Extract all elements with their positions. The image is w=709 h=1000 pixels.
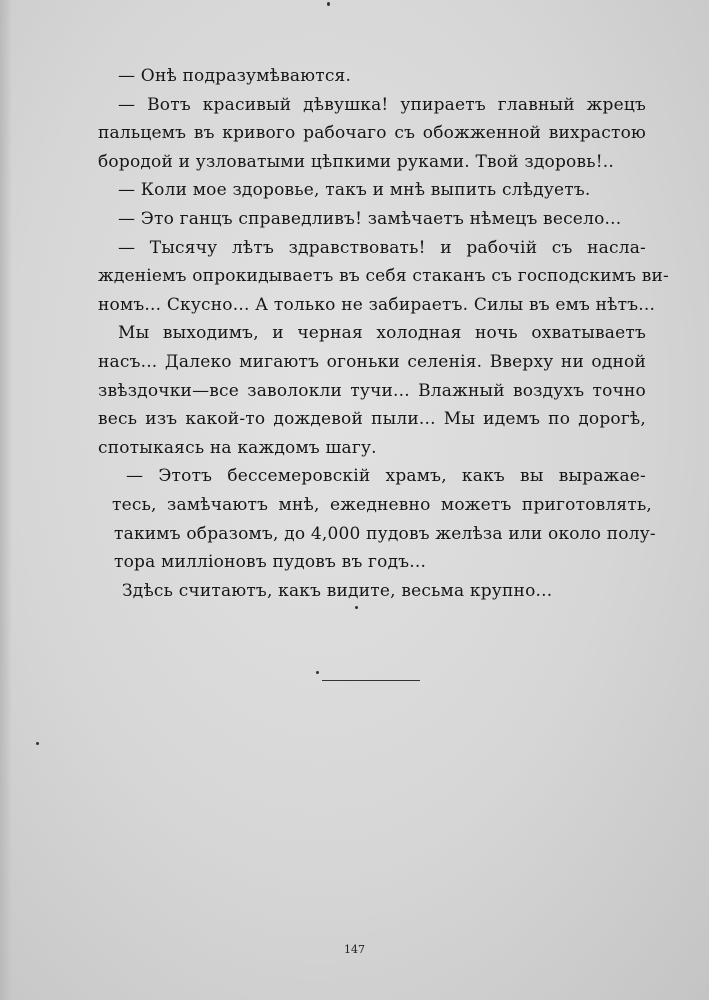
page-number: 147 <box>344 943 365 956</box>
section-divider <box>322 680 420 681</box>
text-line: — Коли мое здоровье, такъ и мнѣ выпить слѣдуетъ. <box>118 180 591 201</box>
text-line: бородой и узловатыми цѣпкими руками. Твой здоровь!.. <box>98 151 614 172</box>
text-line: — Это ганцъ справедливъ! замѣчаетъ нѣмецъ весело... <box>118 208 622 229</box>
ink-speck <box>36 742 39 745</box>
text-line: — Этотъ бессемеровскій храмъ, какъ вы выражае- <box>126 466 646 487</box>
page-edge-shadow <box>0 0 12 1000</box>
text-line: — Тысячу лѣтъ здравствовать! и рабочій съ насла- <box>118 237 646 258</box>
text-line: звѣздочки—все заволокли тучи... Влажный воздухъ точно <box>98 380 646 401</box>
ink-speck <box>316 671 319 674</box>
text-line: тора милліоновъ пудовъ въ годъ... <box>114 552 427 573</box>
text-line: спотыкаясь на каждомъ шагу. <box>98 437 377 458</box>
text-line: весь изъ какой-то дождевой пыли... Мы идемъ по дорогѣ, <box>98 409 646 430</box>
text-line: пальцемъ въ кривого рабочаго съ обожженной вихрастою <box>98 123 646 144</box>
text-line: — Онѣ подразумѣваются. <box>118 66 352 86</box>
text-line: насъ... Далеко мигаютъ огоньки селенія. Вверху ни одной <box>98 351 646 372</box>
text-line: номъ... Скусно... А только не забираетъ. Силы въ емъ нѣтъ... <box>98 294 656 315</box>
body-text <box>98 62 669 605</box>
ink-speck <box>355 606 358 609</box>
text-line: жденіемъ опрокидываетъ въ себя стаканъ съ господскимъ ви- <box>98 266 669 287</box>
text-line: Мы выходимъ, и черная холодная ночь охватываетъ <box>118 323 646 344</box>
text-line: — Вотъ красивый дѣвушка! упираетъ главный жрецъ <box>118 94 646 115</box>
text-line: тесь, замѣчаютъ мнѣ, ежедневно можетъ приготовлять, <box>112 494 652 515</box>
text-line: Здѣсь считаютъ, какъ видите, весьма крупно... <box>122 580 553 601</box>
ink-speck <box>327 2 330 6</box>
text-line: такимъ образомъ, до 4,000 пудовъ желѣза или около полу- <box>114 523 656 544</box>
